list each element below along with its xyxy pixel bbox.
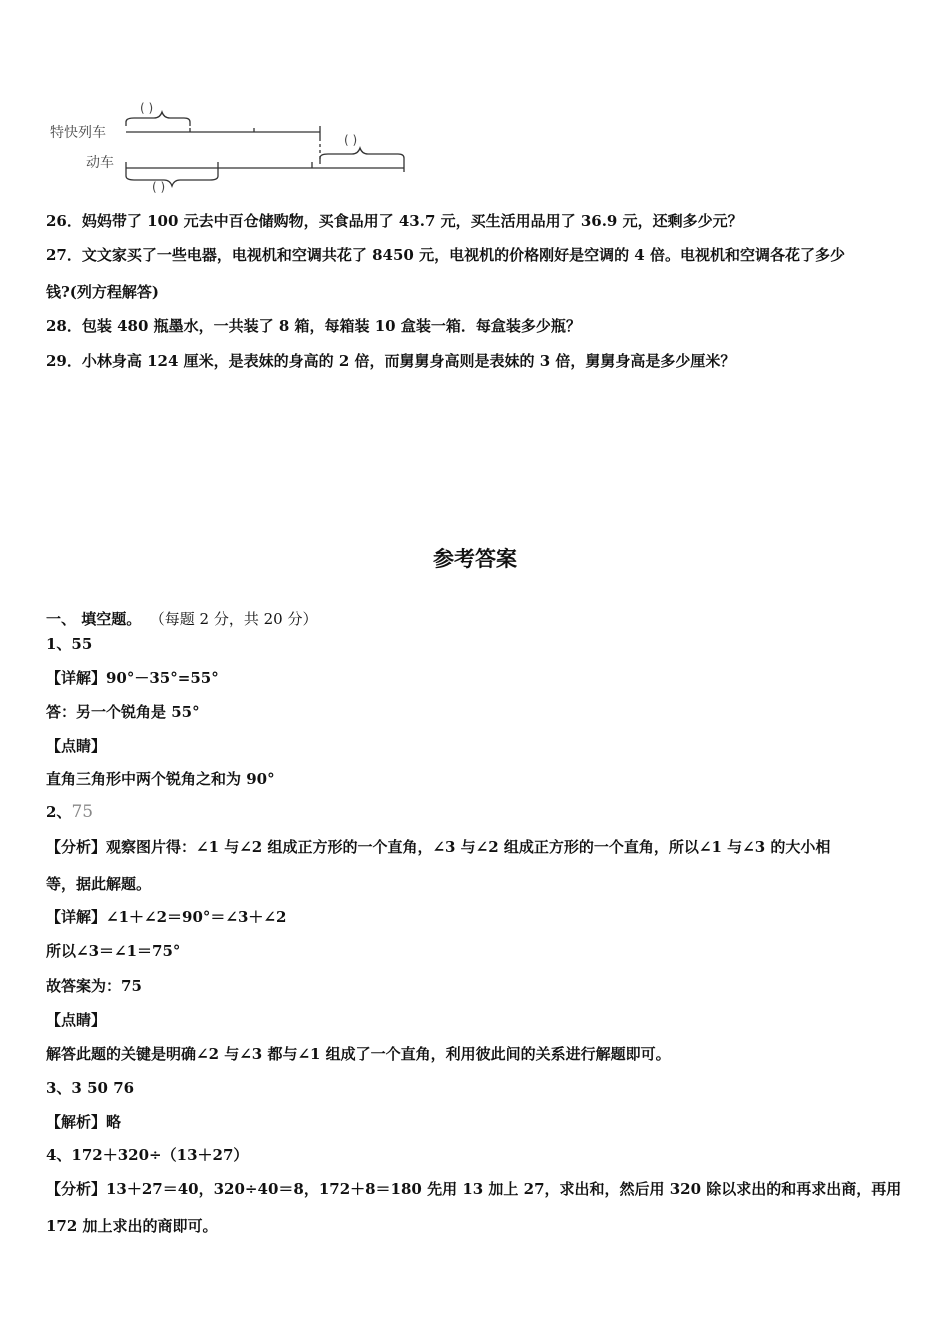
section-note: （每题 2 分，共 20 分） — [157, 610, 318, 628]
answer-2-value: 75 — [71, 802, 94, 822]
answer-2 — [46, 802, 93, 822]
section-heading — [46, 609, 317, 629]
answer-3-analysis: 【解析】略 — [46, 1113, 122, 1131]
answer-2-tip-label: 【点睛】 — [46, 1011, 107, 1029]
answer-1-detail: 【详解】90°－35°=55° — [46, 669, 219, 687]
answer-4-analysis-cont: 172 加上求出的商即可。 — [46, 1217, 218, 1235]
bullet-train-label: 动车 — [86, 155, 114, 171]
question-29: 29．小林身高 124 厘米，是表妹的身高的 2 倍，而舅舅身高则是表妹的 3 倍，舅舅身高是多少厘米？ — [46, 352, 736, 370]
answer-2-analysis: 【分析】观察图片得：∠1 与∠2 组成正方形的一个直角，∠3 与∠2 组成正方形的一个直角，所以∠1 与∠3 的大小相 — [46, 838, 831, 856]
answer-2-analysis-cont: 等，据此解题。 — [46, 875, 152, 893]
answer-4-analysis: 【分析】13＋27＝40，320÷40＝8，172＋8＝180 先用 13 加上 27，求出和，然后用 320 除以求出的和再求出商，再用 — [46, 1180, 902, 1198]
answer-2-final: 故答案为：75 — [46, 977, 142, 995]
answer-1-tip: 直角三角形中两个锐角之和为 90° — [46, 770, 275, 788]
question-28: 28．包装 480 瓶墨水，一共装了 8 箱，每箱装 10 盒装一箱．每盒装多少瓶？ — [46, 317, 581, 335]
bottom-blank: ( ) — [152, 180, 166, 194]
answers-title: 参考答案 — [433, 547, 517, 571]
train-segment-diagram — [44, 98, 424, 198]
express-train-label: 特快列车 — [50, 125, 106, 141]
answer-1-tip-label: 【点睛】 — [46, 737, 107, 755]
question-26: 26．妈妈带了 100 元去中百仓储购物，买食品用了 43.7 元，买生活用品用了 36.9 元，还剩多少元？ — [46, 212, 743, 230]
question-27: 27．文文家买了一些电器，电视机和空调共花了 8450 元，电视机的价格刚好是空调的 4 倍。电视机和空调各花了多少 — [46, 246, 845, 264]
answer-2-number: 2、 — [46, 803, 72, 821]
answer-1: 1、55 — [46, 635, 93, 653]
answer-4: 4、172＋320÷（13＋27） — [46, 1146, 249, 1164]
question-27-cont: 钱?(列方程解答) — [46, 283, 159, 301]
right-blank: ( ) — [344, 133, 358, 147]
top-blank: ( ) — [140, 101, 154, 115]
section-heading-text: 一、 填空题。 — [46, 610, 142, 628]
answer-2-tip: 解答此题的关键是明确∠2 与∠3 都与∠1 组成了一个直角，利用彼此间的关系进行解题即可。 — [46, 1045, 671, 1063]
answer-2-detail: 【详解】∠1＋∠2＝90°＝∠3＋∠2 — [46, 908, 287, 926]
answer-2-so: 所以∠3＝∠1＝75° — [46, 942, 181, 960]
answer-1-reply: 答：另一个锐角是 55° — [46, 703, 200, 721]
answer-3: 3、3 50 76 — [46, 1079, 135, 1097]
